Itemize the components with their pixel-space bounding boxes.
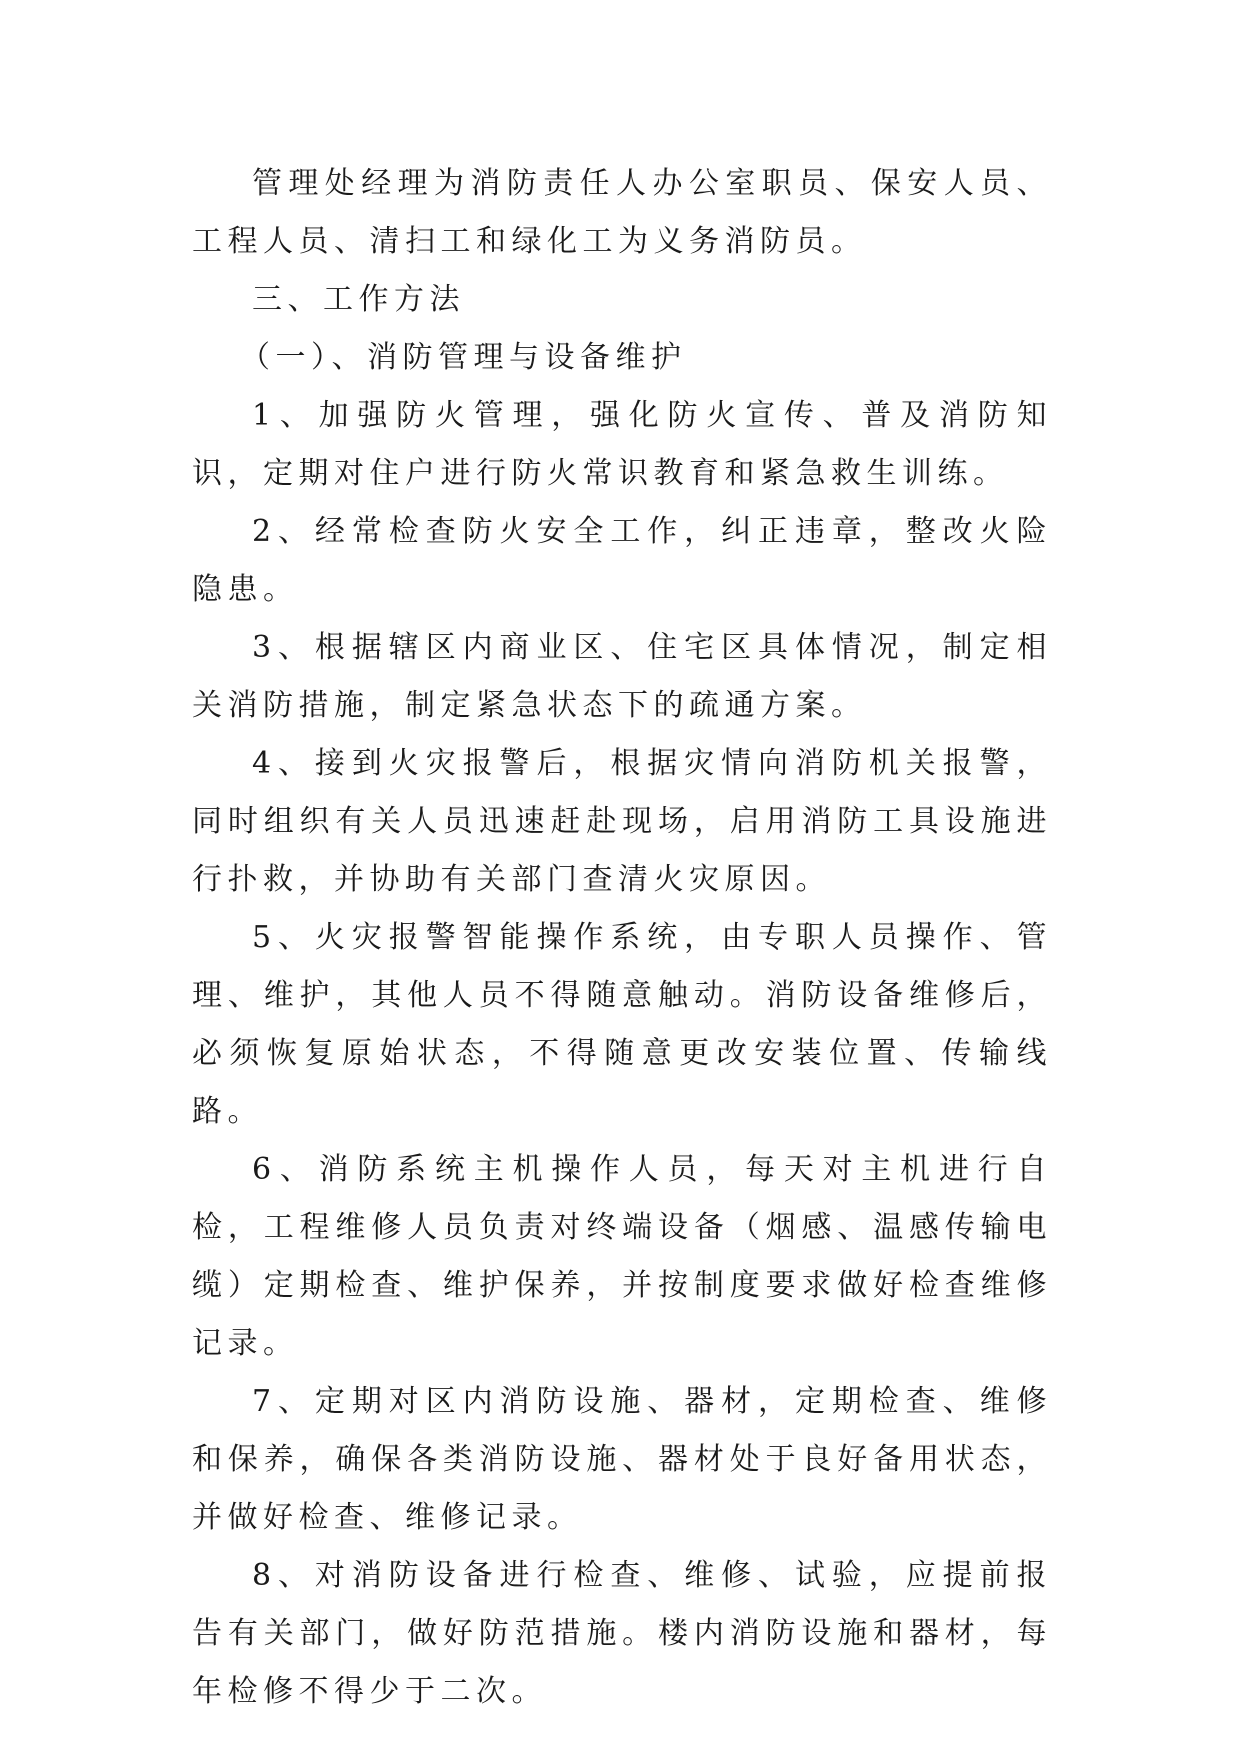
list-item-7: 7、定期对区内消防设施、器材，定期检查、维修和保养，确保各类消防设施、器材处于良好备用状态，并做好检查、维修记录。 xyxy=(192,1384,1052,1535)
section-heading-work-methods: 三、工作方法 xyxy=(252,282,465,317)
list-item-3: 3、根据辖区内商业区、住宅区具体情况，制定相关消防措施，制定紧急状态下的疏通方案。 xyxy=(192,630,1052,723)
list-item-4: 4、接到火灾报警后，根据灾情向消防机关报警，同时组织有关人员迅速赶赴现场，启用消防工具设施进行扑救，并协助有关部门查清火灾原因。 xyxy=(192,746,1052,897)
list-item-2: 2、经常检查防火安全工作，纠正违章，整改火险隐患。 xyxy=(192,514,1052,607)
list-item-8: 8、对消防设备进行检查、维修、试验，应提前报告有关部门，做好防范措施。楼内消防设施和器材，每年检修不得少于二次。 xyxy=(192,1558,1052,1709)
list-item-1: 1、加强防火管理，强化防火宣传、普及消防知识，定期对住户进行防火常识教育和紧急救生训练。 xyxy=(192,398,1052,491)
list-item-6: 6、消防系统主机操作人员，每天对主机进行自检，工程维修人员负责对终端设备（烟感、温感传输电缆）定期检查、维护保养，并按制度要求做好检查维修记录。 xyxy=(192,1152,1052,1361)
subsection-heading-fire-management: （一）、消防管理与设备维护 xyxy=(240,340,687,375)
paragraph-responsibility: 管理处经理为消防责任人办公室职员、保安人员、工程人员、清扫工和绿化工为义务消防员。 xyxy=(192,166,1052,259)
list-item-5: 5、火灾报警智能操作系统，由专职人员操作、管理、维护，其他人员不得随意触动。消防设备维修后，必须恢复原始状态，不得随意更改安装位置、传输线路。 xyxy=(192,920,1052,1129)
document-body xyxy=(192,155,1052,1721)
